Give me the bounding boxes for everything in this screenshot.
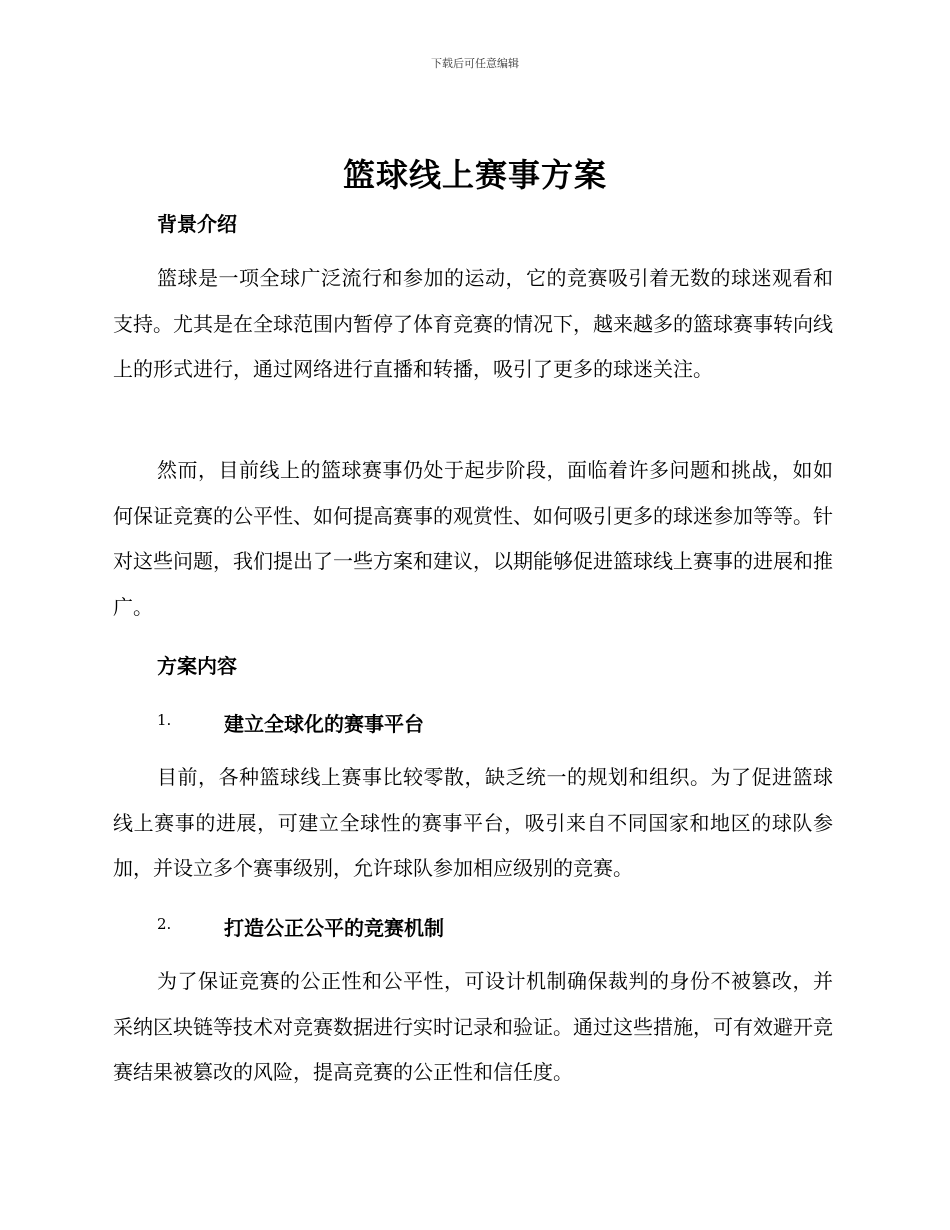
paragraph-background-2: 然而，目前线上的篮球赛事仍处于起步阶段，面临着许多问题和挑战，如如何保证竞赛的公平性、如何提高赛事的观赏性、如何吸引更多的球迷参加等等。针对这些问题，我们提出了一些方案和建议，以期能够促进篮球线上赛事的进展和推广。 [113,458,833,619]
paragraph-item-2: 为了保证竞赛的公正性和公平性，可设计机制确保裁判的身份不被篡改，并采纳区块链等技术对竞赛数据进行实时记录和验证。通过这些措施，可有效避开竞赛结果被篡改的风险，提高竞赛的公正性和信任度。 [113,969,833,1084]
item-title: 建立全球化的赛事平台 [224,712,424,736]
item-number: 2. [157,915,172,933]
paragraph-background-1: 篮球是一项全球广泛流行和参加的运动，它的竞赛吸引着无数的球迷观看和支持。尤其是在全球范围内暂停了体育竞赛的情况下，越来越多的篮球赛事转向线上的形式进行，通过网络进行直播和转播，吸引了更多的球迷关注。 [113,266,833,381]
item-title: 打造公正公平的竞赛机制 [224,916,444,940]
section-heading-plan: 方案内容 [157,654,237,678]
section-heading-background: 背景介绍 [157,212,237,236]
item-number: 1. [157,711,172,729]
paragraph-item-1: 目前，各种篮球线上赛事比较零散，缺乏统一的规划和组织。为了促进篮球线上赛事的进展，可建立全球性的赛事平台，吸引来自不同国家和地区的球队参加，并设立多个赛事级别，允许球队参加相应级别的竞赛。 [113,765,833,880]
page-header: 下载后可任意编辑 [431,57,519,70]
document-title: 篮球线上赛事方案 [342,156,607,194]
